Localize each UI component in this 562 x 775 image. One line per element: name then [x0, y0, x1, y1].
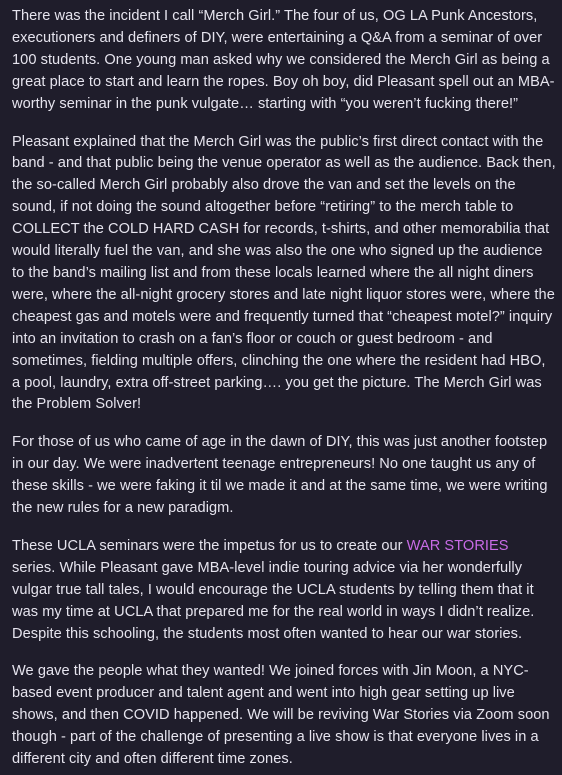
- paragraph-merch-girl-incident: There was the incident I call “Merch Girl.” The four of us, OG LA Punk Ancestors, executioners and definers of DIY, were entertaining a Q&A from a seminar of over 100 students. One young man asked why we considered the Merch Girl as being a great place to start and learn the ropes. Boy oh boy, did Pleasant spell out an MBA-worthy seminar in the punk vulgate… starting with “you weren’t fucking there!”: [12, 8, 555, 112]
- war-stories-link[interactable]: WAR STORIES: [406, 537, 509, 554]
- paragraph-merch-girl-explained: Pleasant explained that the Merch Girl was the public’s first direct contact with the band - and that public being the venue operator as well as the audience. Back then, the so-called Merch Girl probably also drove the van and set the levels on the sound, if not doing the sound altogether before “retiring” to the merch table to COLLECT the COLD HARD CASH for records, t-shirts, and other memorabilia that would literally fuel the van, and she was also the one who signed up the audience to the band’s mailing list and from these locals learned where the all night diners were, where the all-night grocery stores and late night liquor stores were, where the cheapest gas and motels were and frequently turned that “cheapest motel?” inquiry into an invitation to crash on a fan’s floor or couch or guest bedroom - and sometimes, fielding multiple offers, clinching the one where the resident had HBO, a pool, laundry, extra off-street parking…. you get the picture. The Merch Girl was the Problem Solver!: [12, 133, 556, 413]
- paragraph-dawn-of-diy: For those of us who came of age in the dawn of DIY, this was just another footstep in our day. We were inadvertent teenage entrepreneurs! No one taught us any of these skills - we were faking it til we made it and at the same time, we were writing the new rules for a new paradigm.: [12, 434, 548, 517]
- paragraph-text-after-link: series. While Pleasant gave MBA-level indie touring advice via her wonderfully vulgar true tall tales, I would encourage the UCLA students by telling them that it was my time at UCLA that prepared me for the real world in ways I didn’t realize. Despite this schooling, the students most often wanted to hear our war stories.: [12, 559, 535, 642]
- paragraph-text-before-link: These UCLA seminars were the impetus for us to create our: [12, 537, 407, 554]
- paragraph-people-wanted: We gave the people what they wanted! We joined forces with Jin Moon, a NYC-based event producer and talent agent and went into high gear setting up live shows, and then COVID happened. We will be reviving War Stories via Zoom soon though - part of the challenge of presenting a live show is that everyone lives in a different city and often different time zones.: [12, 663, 550, 768]
- paragraph-ucla-seminars: [12, 536, 556, 646]
